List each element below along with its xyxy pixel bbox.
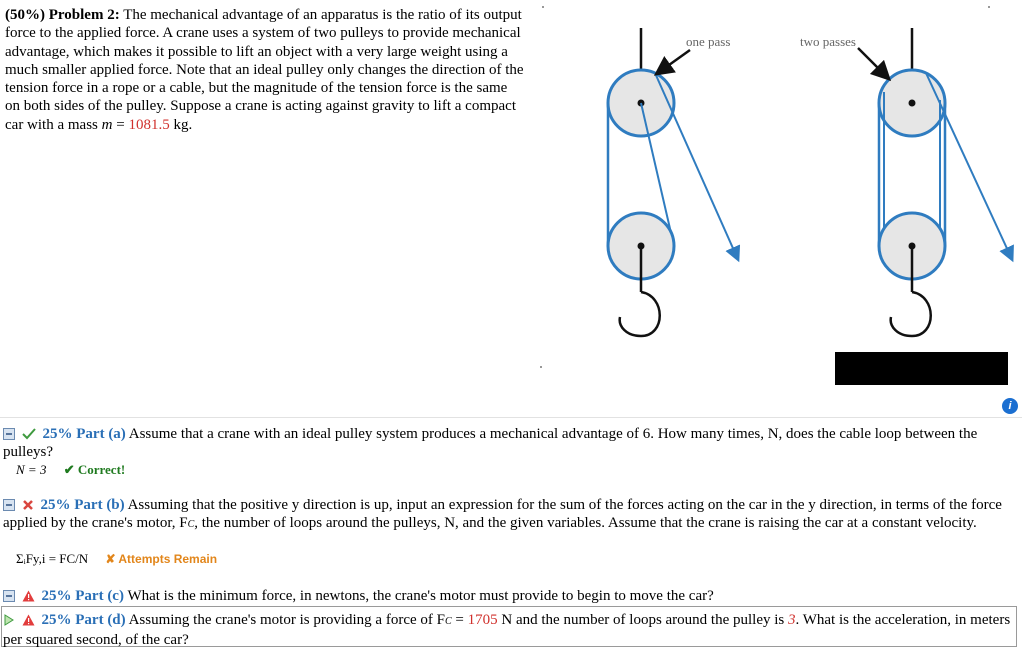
- part-b-answer: [16, 551, 217, 567]
- part-a-question: Assume that a crane with an ideal pulley system produces a mechanical advantage of 6. How many times, N, does the cable loop between the pulleys?: [3, 426, 978, 461]
- part-b-answer-value: ΣᵢFy,i = FC/N: [16, 551, 89, 566]
- warning-icon: [22, 590, 35, 602]
- part-b: [3, 496, 1015, 535]
- collapse-icon[interactable]: [3, 428, 15, 440]
- mass-value: 1081.5: [128, 116, 170, 133]
- part-a-status: ✔ Correct!: [63, 462, 126, 477]
- label-one-pass: one pass: [686, 34, 731, 49]
- part-c-question: What is the minimum force, in newtons, the crane's motor must provide to begin to move the car?: [127, 588, 714, 604]
- redacted-block: [835, 352, 1008, 385]
- part-d-equals: =: [455, 612, 464, 628]
- part-d-question-start: Assuming the crane's motor is providing a force of F: [128, 612, 445, 628]
- part-a-answer-value: N = 3: [16, 462, 47, 477]
- part-d[interactable]: [3, 611, 1015, 650]
- part-c: [3, 587, 1015, 605]
- hook-right-icon: [891, 292, 931, 336]
- part-d-percent: 25% Part (d): [41, 612, 126, 628]
- part-d-loops-value: 3: [788, 612, 796, 628]
- mass-equals: =: [116, 116, 125, 133]
- part-b-percent: 25% Part (b): [40, 497, 125, 513]
- mass-symbol: m: [101, 116, 113, 133]
- part-c-percent: 25% Part (c): [41, 588, 124, 604]
- info-icon[interactable]: i: [1002, 398, 1018, 414]
- part-d-question-mid: N and the number of loops around the pulley is: [501, 612, 785, 628]
- problem-text: The mechanical advantage of an apparatus is the ratio of its output force to the applied force. A crane uses a system of two pulleys to provide mechanical advantage, which makes it possible to lift an object with a very large weight using a much smaller applied force. Note that an ideal pulley only changes the direction of the tension force in a rope or a cable, but the magnitude of the tension force is the same on both sides of the pulley. Suppose a crane is acting against gravity to lift a compact car with a mass: [5, 7, 524, 133]
- collapse-icon[interactable]: [3, 590, 15, 602]
- stray-dot: [542, 6, 544, 8]
- section-divider: [0, 417, 1022, 418]
- part-b-question: Assuming that the positive y direction is up, input an expression for the sum of the forces acting on the car in the y direction, in terms of the force applied by the crane's motor, F: [3, 497, 1002, 532]
- x-icon: [22, 499, 34, 511]
- pulley-diagram: [540, 0, 1024, 400]
- label-two-passes: two passes: [800, 34, 856, 49]
- pulley-figure: [540, 0, 1024, 400]
- part-d-sub: C: [445, 616, 452, 627]
- expand-arrow-icon[interactable]: [3, 614, 15, 626]
- problem-statement: [5, 6, 525, 134]
- part-d-question-end: . What is the acceleration, in meters per squared second, of the car?: [3, 612, 1011, 649]
- part-b-sub: C: [187, 519, 195, 531]
- collapse-icon[interactable]: [3, 499, 15, 511]
- check-icon: [22, 428, 36, 440]
- part-a-percent: 25% Part (a): [42, 426, 126, 442]
- part-d-force-value: 1705: [467, 612, 498, 628]
- stray-dot: [540, 366, 542, 368]
- stray-dot: [988, 6, 990, 8]
- part-a-answer: [16, 462, 125, 478]
- warning-icon: [22, 614, 35, 626]
- double-pass-system: [858, 28, 1010, 336]
- part-b-question-rest: , the number of loops around the pulleys, N, and the given variables. Assume that the crane is raising the car at a constant velocity.: [194, 515, 977, 532]
- hook-left-icon: [620, 292, 660, 336]
- part-a: [3, 425, 1015, 462]
- part-b-status: ✘ Attempts Remain: [105, 552, 218, 566]
- mass-unit: kg.: [173, 116, 193, 133]
- problem-heading: (50%) Problem 2:: [5, 7, 120, 23]
- single-pass-system: [608, 28, 736, 336]
